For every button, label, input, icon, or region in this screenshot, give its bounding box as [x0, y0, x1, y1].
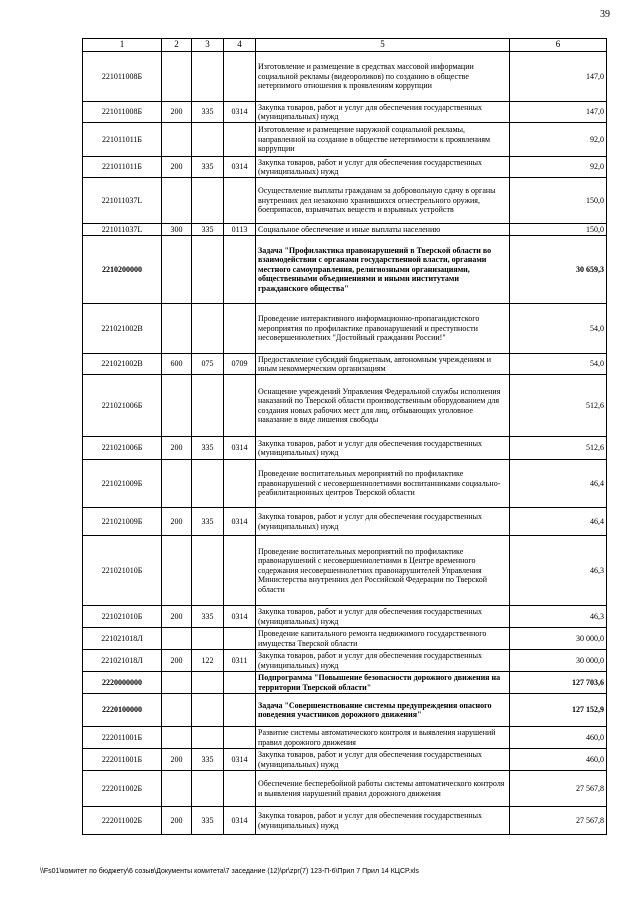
table-row — [83, 460, 607, 508]
section-code-cell: 200 — [162, 157, 192, 178]
code-cell: 2220100000 — [83, 694, 162, 727]
code-cell: 221011011Б — [83, 157, 162, 178]
ministry-code-cell — [192, 694, 224, 727]
subsection-code-cell: 0311 — [224, 650, 256, 672]
code-cell: 221021006Б — [83, 375, 162, 437]
ministry-code-cell — [192, 672, 224, 694]
section-code-cell: 200 — [162, 102, 192, 123]
description-cell: Закупка товаров, работ и услуг для обеспечения государственных (муниципальных) нужд — [256, 606, 510, 628]
amount-cell: 30 000,0 — [510, 628, 607, 650]
description-cell: Закупка товаров, работ и услуг для обеспечения государственных (муниципальных) нужд — [256, 508, 510, 536]
amount-cell: 27 567,8 — [510, 807, 607, 835]
amount-cell: 46,4 — [510, 460, 607, 508]
table-row — [83, 437, 607, 460]
description-cell: Проведение воспитательных мероприятий по профилактике правонарушений с несовершеннолетними в Центре временного содержания несовершеннолетних правонарушителей Управления Министерства внутренних дел Российской Федерации по Тверской области — [256, 536, 510, 606]
description-cell: Оснащение учреждений Управления Федеральной службы исполнения наказаний по Тверской области производственным оборудованием для создания новых рабочих мест для лиц, отбывающих уголовное наказание в виде лишения свободы — [256, 375, 510, 437]
code-cell: 222011001Б — [83, 727, 162, 749]
ministry-code-cell: 335 — [192, 807, 224, 835]
table-row — [83, 102, 607, 123]
subsection-code-cell — [224, 672, 256, 694]
ministry-code-cell — [192, 628, 224, 650]
code-cell: 221021009Б — [83, 460, 162, 508]
subsection-code-cell: 0113 — [224, 224, 256, 236]
description-cell: Закупка товаров, работ и услуг для обеспечения государственных (муниципальных) нужд — [256, 157, 510, 178]
table-row — [83, 672, 607, 694]
subsection-code-cell: 0709 — [224, 354, 256, 375]
section-code-cell — [162, 304, 192, 354]
header-cell-1: 1 — [83, 39, 162, 52]
amount-cell: 92,0 — [510, 157, 607, 178]
code-cell: 221011008Б — [83, 102, 162, 123]
description-cell: Проведение воспитательных мероприятий по профилактике правонарушений с несовершеннолетними воспитанниками социально-реабилитационных центров Тверской области — [256, 460, 510, 508]
ministry-code-cell: 335 — [192, 224, 224, 236]
description-cell: Предоставление субсидий бюджетным, автономным учреждениям и иным некоммерческим организациям — [256, 354, 510, 375]
description-cell: Закупка товаров, работ и услуг для обеспечения государственных (муниципальных) нужд — [256, 437, 510, 460]
description-cell: Развитие системы автоматического контроля и выявления нарушений правил дорожного движения — [256, 727, 510, 749]
code-cell: 221021009Б — [83, 508, 162, 536]
subsection-code-cell: 0314 — [224, 749, 256, 771]
amount-cell: 46,3 — [510, 606, 607, 628]
table-row — [83, 749, 607, 771]
ministry-code-cell: 335 — [192, 606, 224, 628]
amount-cell: 147,0 — [510, 102, 607, 123]
subsection-code-cell: 0314 — [224, 606, 256, 628]
subsection-code-cell — [224, 536, 256, 606]
ministry-code-cell: 335 — [192, 749, 224, 771]
amount-cell: 27 567,8 — [510, 771, 607, 807]
description-cell: Задача "Профилактика правонарушений в Тверской области во взаимодействии с органами государственной власти, органами местного самоуправления, религиозными организациями, общественными объединениями и иными институтами гражданского общества" — [256, 236, 510, 304]
amount-cell: 30 659,3 — [510, 236, 607, 304]
table-row — [83, 606, 607, 628]
section-code-cell — [162, 727, 192, 749]
section-code-cell: 200 — [162, 749, 192, 771]
subsection-code-cell: 0314 — [224, 807, 256, 835]
subsection-code-cell: 0314 — [224, 508, 256, 536]
subsection-code-cell — [224, 771, 256, 807]
amount-cell: 147,0 — [510, 52, 607, 102]
description-cell: Проведение капитального ремонта недвижимого государственного имущества Тверской области — [256, 628, 510, 650]
amount-cell: 150,0 — [510, 224, 607, 236]
code-cell: 221021002В — [83, 354, 162, 375]
subsection-code-cell — [224, 52, 256, 102]
ministry-code-cell — [192, 460, 224, 508]
code-cell: 221011037L — [83, 224, 162, 236]
ministry-code-cell — [192, 304, 224, 354]
code-cell: 221021018Л — [83, 628, 162, 650]
table-row — [83, 157, 607, 178]
description-cell: Проведение интерактивного информационно-пропагандистского мероприятия по профилактике правонарушений и преступности несовершеннолетних "Достойный гражданин России!" — [256, 304, 510, 354]
section-code-cell: 200 — [162, 508, 192, 536]
table-row — [83, 224, 607, 236]
code-cell: 221021018Л — [83, 650, 162, 672]
section-code-cell — [162, 672, 192, 694]
ministry-code-cell — [192, 375, 224, 437]
table-row — [83, 807, 607, 835]
table-header-row — [83, 39, 607, 52]
amount-cell: 512,6 — [510, 437, 607, 460]
ministry-code-cell: 335 — [192, 437, 224, 460]
table-row — [83, 771, 607, 807]
ministry-code-cell — [192, 178, 224, 224]
header-cell-4: 4 — [224, 39, 256, 52]
ministry-code-cell: 122 — [192, 650, 224, 672]
code-cell: 222011001Б — [83, 749, 162, 771]
header-cell-5: 5 — [256, 39, 510, 52]
section-code-cell — [162, 236, 192, 304]
description-cell: Изготовление и размещение наружной социальной рекламы, направленной на создание в обществе нетерпимости к проявлениям коррупции — [256, 123, 510, 157]
description-cell: Изготовление и размещение в средствах массовой информации социальной рекламы (видеороликов) по созданию в обществе нетерпимого отношения к проявлениям коррупции — [256, 52, 510, 102]
code-cell: 2220000000 — [83, 672, 162, 694]
subsection-code-cell — [224, 628, 256, 650]
table-row — [83, 52, 607, 102]
section-code-cell — [162, 52, 192, 102]
subsection-code-cell — [224, 123, 256, 157]
ministry-code-cell — [192, 123, 224, 157]
subsection-code-cell — [224, 694, 256, 727]
code-cell: 222011002Б — [83, 807, 162, 835]
amount-cell: 127 152,9 — [510, 694, 607, 727]
amount-cell: 30 000,0 — [510, 650, 607, 672]
subsection-code-cell — [224, 375, 256, 437]
code-cell: 221011011Б — [83, 123, 162, 157]
code-cell: 221021006Б — [83, 437, 162, 460]
description-cell: Закупка товаров, работ и услуг для обеспечения государственных (муниципальных) нужд — [256, 749, 510, 771]
section-code-cell: 600 — [162, 354, 192, 375]
section-code-cell — [162, 628, 192, 650]
amount-cell: 54,0 — [510, 304, 607, 354]
header-cell-2: 2 — [162, 39, 192, 52]
table-row — [83, 628, 607, 650]
amount-cell: 512,6 — [510, 375, 607, 437]
budget-table — [82, 38, 607, 835]
code-cell: 221021010Б — [83, 536, 162, 606]
ministry-code-cell — [192, 536, 224, 606]
code-cell: 221011037L — [83, 178, 162, 224]
ministry-code-cell — [192, 52, 224, 102]
code-cell: 221011008Б — [83, 52, 162, 102]
section-code-cell — [162, 694, 192, 727]
amount-cell: 460,0 — [510, 727, 607, 749]
subsection-code-cell: 0314 — [224, 437, 256, 460]
amount-cell: 460,0 — [510, 749, 607, 771]
subsection-code-cell — [224, 727, 256, 749]
subsection-code-cell: 0314 — [224, 157, 256, 178]
description-cell: Закупка товаров, работ и услуг для обеспечения государственных (муниципальных) нужд — [256, 102, 510, 123]
ministry-code-cell: 335 — [192, 508, 224, 536]
section-code-cell: 300 — [162, 224, 192, 236]
table-row — [83, 354, 607, 375]
header-cell-3: 3 — [192, 39, 224, 52]
amount-cell: 46,3 — [510, 536, 607, 606]
subsection-code-cell: 0314 — [224, 102, 256, 123]
description-cell: Обеспечение бесперебойной работы системы автоматического контроля и выявления нарушений правил дорожного движения — [256, 771, 510, 807]
ministry-code-cell — [192, 771, 224, 807]
table-row — [83, 375, 607, 437]
ministry-code-cell — [192, 727, 224, 749]
amount-cell: 127 703,6 — [510, 672, 607, 694]
table-row — [83, 304, 607, 354]
table-row — [83, 236, 607, 304]
amount-cell: 92,0 — [510, 123, 607, 157]
section-code-cell — [162, 123, 192, 157]
section-code-cell — [162, 178, 192, 224]
table-row — [83, 694, 607, 727]
subsection-code-cell — [224, 460, 256, 508]
description-cell: Подпрограмма "Повышение безопасности дорожного движения на территории Тверской области" — [256, 672, 510, 694]
description-cell: Задача "Совершенствование системы предупреждения опасного поведения участников дорожного движения" — [256, 694, 510, 727]
amount-cell: 46,4 — [510, 508, 607, 536]
code-cell: 2210200000 — [83, 236, 162, 304]
table-row — [83, 178, 607, 224]
code-cell: 221021010Б — [83, 606, 162, 628]
section-code-cell: 200 — [162, 650, 192, 672]
description-cell: Социальное обеспечение и иные выплаты населению — [256, 224, 510, 236]
table-row — [83, 727, 607, 749]
section-code-cell — [162, 536, 192, 606]
table-row — [83, 508, 607, 536]
ministry-code-cell: 335 — [192, 102, 224, 123]
subsection-code-cell — [224, 178, 256, 224]
description-cell: Закупка товаров, работ и услуг для обеспечения государственных (муниципальных) нужд — [256, 650, 510, 672]
section-code-cell — [162, 771, 192, 807]
subsection-code-cell — [224, 236, 256, 304]
section-code-cell: 200 — [162, 606, 192, 628]
description-cell: Осуществление выплаты гражданам за добровольную сдачу в органы внутренних дел незаконно хранившихся огнестрельного оружия, боеприпасов, взрывчатых веществ и взрывных устройств — [256, 178, 510, 224]
amount-cell: 54,0 — [510, 354, 607, 375]
section-code-cell: 200 — [162, 437, 192, 460]
table-body — [83, 52, 607, 835]
ministry-code-cell: 075 — [192, 354, 224, 375]
amount-cell: 150,0 — [510, 178, 607, 224]
description-cell: Закупка товаров, работ и услуг для обеспечения государственных (муниципальных) нужд — [256, 807, 510, 835]
table-row — [83, 536, 607, 606]
code-cell: 221021002В — [83, 304, 162, 354]
section-code-cell — [162, 375, 192, 437]
ministry-code-cell: 335 — [192, 157, 224, 178]
footer-file-path: \\Fs01\комитет по бюджету\6 созыв\Документы комитета\7 заседание (12)\pr\zpr(7) 123-П-6\Прил 7 Прил 14 КЦСР.xls — [40, 868, 419, 875]
code-cell: 222011002Б — [83, 771, 162, 807]
page-number: 39 — [600, 9, 610, 20]
ministry-code-cell — [192, 236, 224, 304]
section-code-cell: 200 — [162, 807, 192, 835]
header-cell-6: 6 — [510, 39, 607, 52]
table-row — [83, 650, 607, 672]
table-row — [83, 123, 607, 157]
subsection-code-cell — [224, 304, 256, 354]
section-code-cell — [162, 460, 192, 508]
